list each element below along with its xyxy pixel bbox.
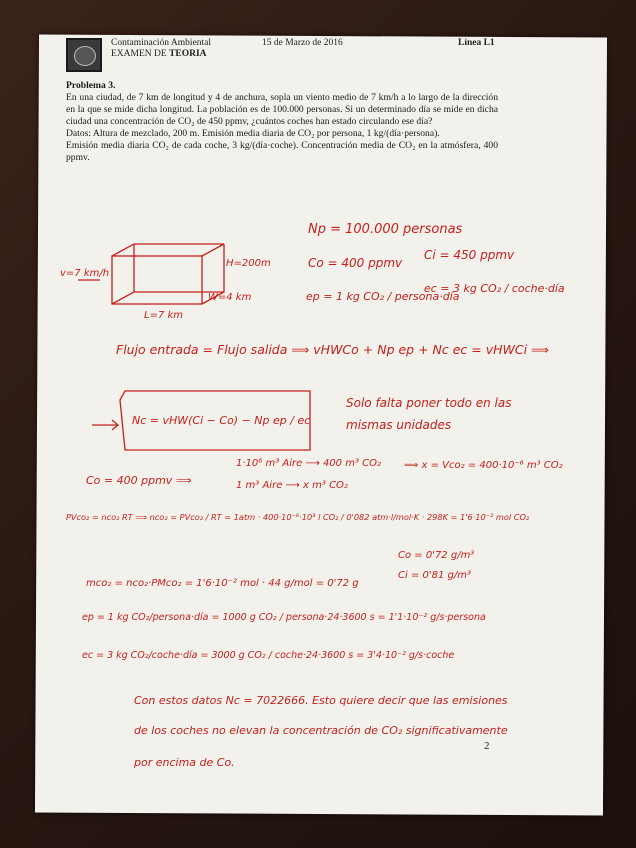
problem-data-1: Datos: Altura de mezclado, 200 m. Emisión media diaria de CO₂ por persona, 1 kg/(día·persona).: [66, 128, 440, 139]
note-units-2: mismas unidades: [346, 418, 452, 432]
mass-calc: mco₂ = nco₂·PMco₂ = 1'6·10⁻² mol · 44 g/mol = 0'72 g: [86, 578, 359, 589]
note-units-1: Solo falta poner todo en las: [346, 396, 512, 410]
problem-title: Problema 3.: [66, 80, 116, 91]
conclusion-line-3: por encima de Co.: [134, 756, 235, 769]
co-grams: Co = 0'72 g/m³: [398, 550, 475, 561]
conclusion-line-1: Con estos datos Nc = 7022666. Esto quiere decir que las emisiones: [134, 694, 508, 707]
exam-date: 15 de Marzo de 2016: [262, 38, 343, 48]
exam-type: EXAMEN DE TEORIA: [111, 49, 207, 59]
ci-value: Ci = 450 ppmv: [424, 248, 515, 262]
co-value: Co = 400 ppmv: [308, 256, 403, 270]
course-name: Contaminación Ambiental: [111, 38, 211, 48]
ep-value: ep = 1 kg CO₂ / persona·día: [306, 290, 460, 303]
box-velocity: v=7 km/h: [60, 268, 110, 279]
ratio-line-2: 1 m³ Aire ⟶ x m³ CO₂: [236, 480, 348, 491]
mass-balance: Flujo entrada = Flujo salida ⟹ vHWCo + Np ep + Nc ec = vHWCi ⟹: [116, 342, 549, 357]
conclusion-line-2: de los coches no elevan la concentración de CO₂ significativamente: [134, 724, 508, 737]
problem-text: En una ciudad, de 7 km de longitud y 4 de anchura, sopla un viento medio de 7 km/h a lo largo de la dirección en la que se mide dicha longitud. La población es de 100.000 personas. Si un determinado día se mide en dicha ciudad una concentración de CO₂ de 450 ppmv, ¿cuántos coches han estado circulando ese día?: [66, 92, 498, 127]
ratio-line-1: 1·10⁶ m³ Aire ⟶ 400 m³ CO₂: [236, 458, 382, 469]
ratio-result: ⟹ x = Vco₂ = 400·10⁻⁶ m³ CO₂: [404, 460, 563, 471]
ci-grams: Ci = 0'81 g/m³: [398, 570, 471, 581]
nc-formula: Nc = vHW(Ci − Co) − Np ep / ec: [132, 414, 311, 427]
box-height: H=200m: [226, 258, 271, 269]
ep-conversion: ep = 1 kg CO₂/persona·día = 1000 g CO₂ / persona·24·3600 s = 1'1·10⁻² g/s·persona: [82, 612, 486, 623]
problem-data-2: Emisión media diaria CO₂ de cada coche, 3 kg/(día·coche). Concentración media de CO₂ en la atmósfera, 400 ppmv.: [66, 140, 498, 163]
ec-value: ec = 3 kg CO₂ / coche·día: [424, 282, 565, 295]
ideal-gas-calc: PVco₂ = nco₂ RT ⟹ nco₂ = PVco₂ / RT = 1atm · 400·10⁻⁶·10³ l CO₂ / 0'082 atm·l/mol·K · 298K = 1'6·10⁻² mol CO₂: [66, 512, 530, 522]
page-number: 2: [484, 740, 490, 752]
ec-conversion: ec = 3 kg CO₂/coche·día = 3000 g CO₂ / coche·24·3600 s = 3'4·10⁻² g/s·coche: [82, 650, 455, 661]
co-conversion: Co = 400 ppmv ⟹: [86, 474, 192, 487]
box-width: W=4 km: [208, 292, 252, 303]
exam-line: Línea L1: [458, 38, 495, 48]
np-value: Np = 100.000 personas: [308, 222, 463, 237]
box-length: L=7 km: [144, 310, 184, 321]
